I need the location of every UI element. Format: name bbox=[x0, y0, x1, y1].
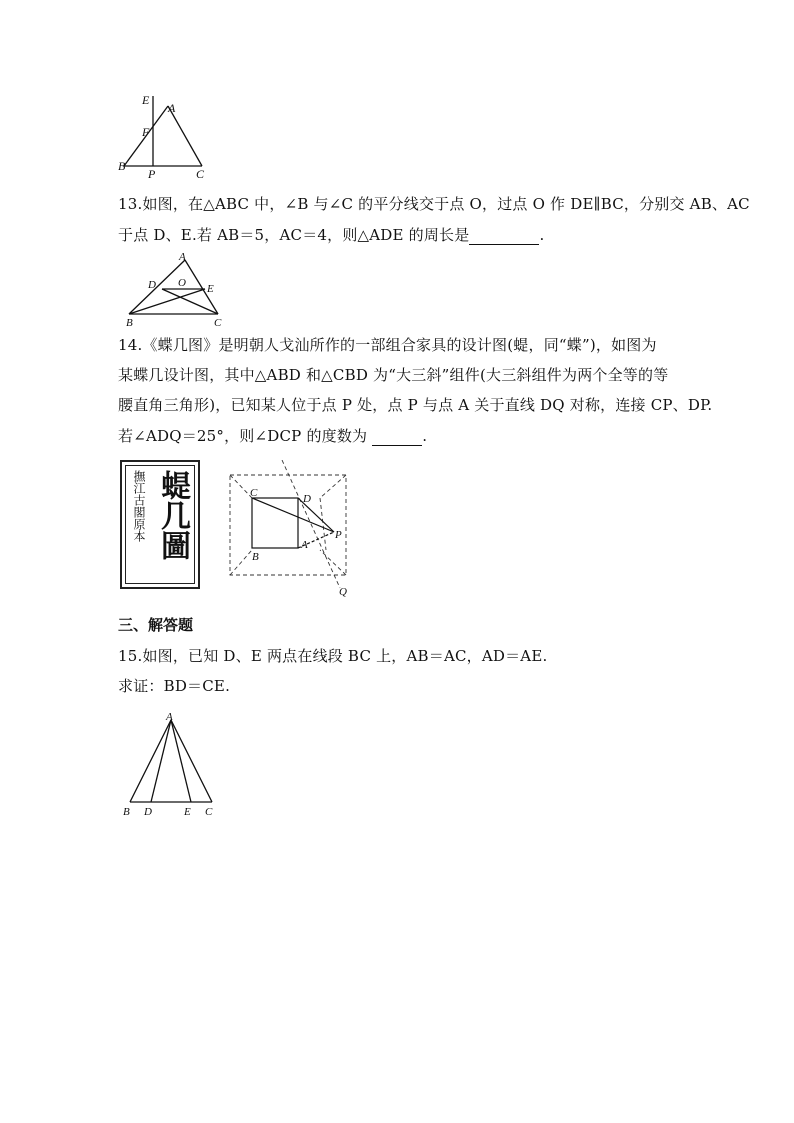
figure-q13 bbox=[118, 250, 230, 330]
q14-line-2: 某蝶几设计图，其中△ABD 和△CBD 为“大三斜”组件(大三斜组件为两个全等的等 bbox=[118, 366, 669, 384]
label-c: C bbox=[250, 487, 258, 499]
q14-line-4-end: . bbox=[422, 427, 428, 445]
figure-q15 bbox=[118, 708, 224, 820]
label-c: C bbox=[196, 167, 205, 180]
q13-line-2-text: 于点 D、E.若 AB＝5，AC＝4，则△ADE 的周长是 bbox=[118, 226, 470, 244]
label-c: C bbox=[205, 806, 213, 818]
label-a: A bbox=[301, 539, 308, 551]
label-a: A bbox=[179, 251, 186, 263]
figure-q14 bbox=[222, 460, 362, 598]
label-e: E bbox=[207, 283, 214, 295]
label-a: A bbox=[168, 101, 176, 115]
label-f: F bbox=[142, 125, 150, 139]
label-c: C bbox=[214, 317, 222, 329]
label-q: Q bbox=[339, 586, 347, 598]
label-e: E bbox=[142, 93, 150, 107]
q13-line-2 bbox=[118, 224, 544, 245]
label-d: D bbox=[148, 279, 156, 291]
answer-blank-q14[interactable] bbox=[372, 427, 422, 446]
label-b: B bbox=[123, 806, 130, 818]
label-p: P bbox=[335, 529, 342, 541]
section-heading: 三、解答题 bbox=[118, 616, 194, 634]
q15-line-2: 求证：BD＝CE. bbox=[118, 677, 231, 695]
label-b: B bbox=[252, 551, 259, 563]
label-p: P bbox=[148, 167, 156, 180]
cover-title: 蝭几圖 bbox=[155, 470, 190, 560]
label-b: B bbox=[126, 317, 133, 329]
label-b: B bbox=[118, 159, 126, 173]
answer-blank-q13[interactable] bbox=[469, 226, 539, 245]
q13-line-1: 13.如图，在△ABC 中，∠B 与∠C 的平分线交于点 O，过点 O 作 DE∥BC，分别交 AB、AC bbox=[118, 195, 750, 213]
label-a: A bbox=[166, 711, 173, 723]
q15-line-1: 15.如图，已知 D、E 两点在线段 BC 上，AB＝AC，AD＝AE. bbox=[118, 647, 548, 665]
label-d: D bbox=[303, 493, 311, 505]
label-d: D bbox=[144, 806, 152, 818]
figure-q12 bbox=[110, 88, 220, 180]
label-e: E bbox=[184, 806, 191, 818]
label-o: O bbox=[178, 277, 186, 289]
q14-line-4-text: 若∠ADQ＝25°，则∠DCP 的度数为 bbox=[118, 427, 368, 445]
q13-line-2-end: . bbox=[539, 226, 545, 244]
q14-line-4 bbox=[118, 425, 427, 446]
butterfly-table-book-cover bbox=[120, 460, 200, 589]
segment-ac bbox=[168, 106, 202, 166]
q14-line-3: 腰直角三角形)，已知某人位于点 P 处，点 P 与点 A 关于直线 DQ 对称，连接 CP、DP. bbox=[118, 396, 713, 414]
cover-small-text: 撫江古閣原本 bbox=[132, 470, 146, 542]
q14-line-1: 14.《蝶几图》是明朝人戈汕所作的一部组合家具的设计图(蝭，同“蝶”)，如图为 bbox=[118, 336, 657, 354]
